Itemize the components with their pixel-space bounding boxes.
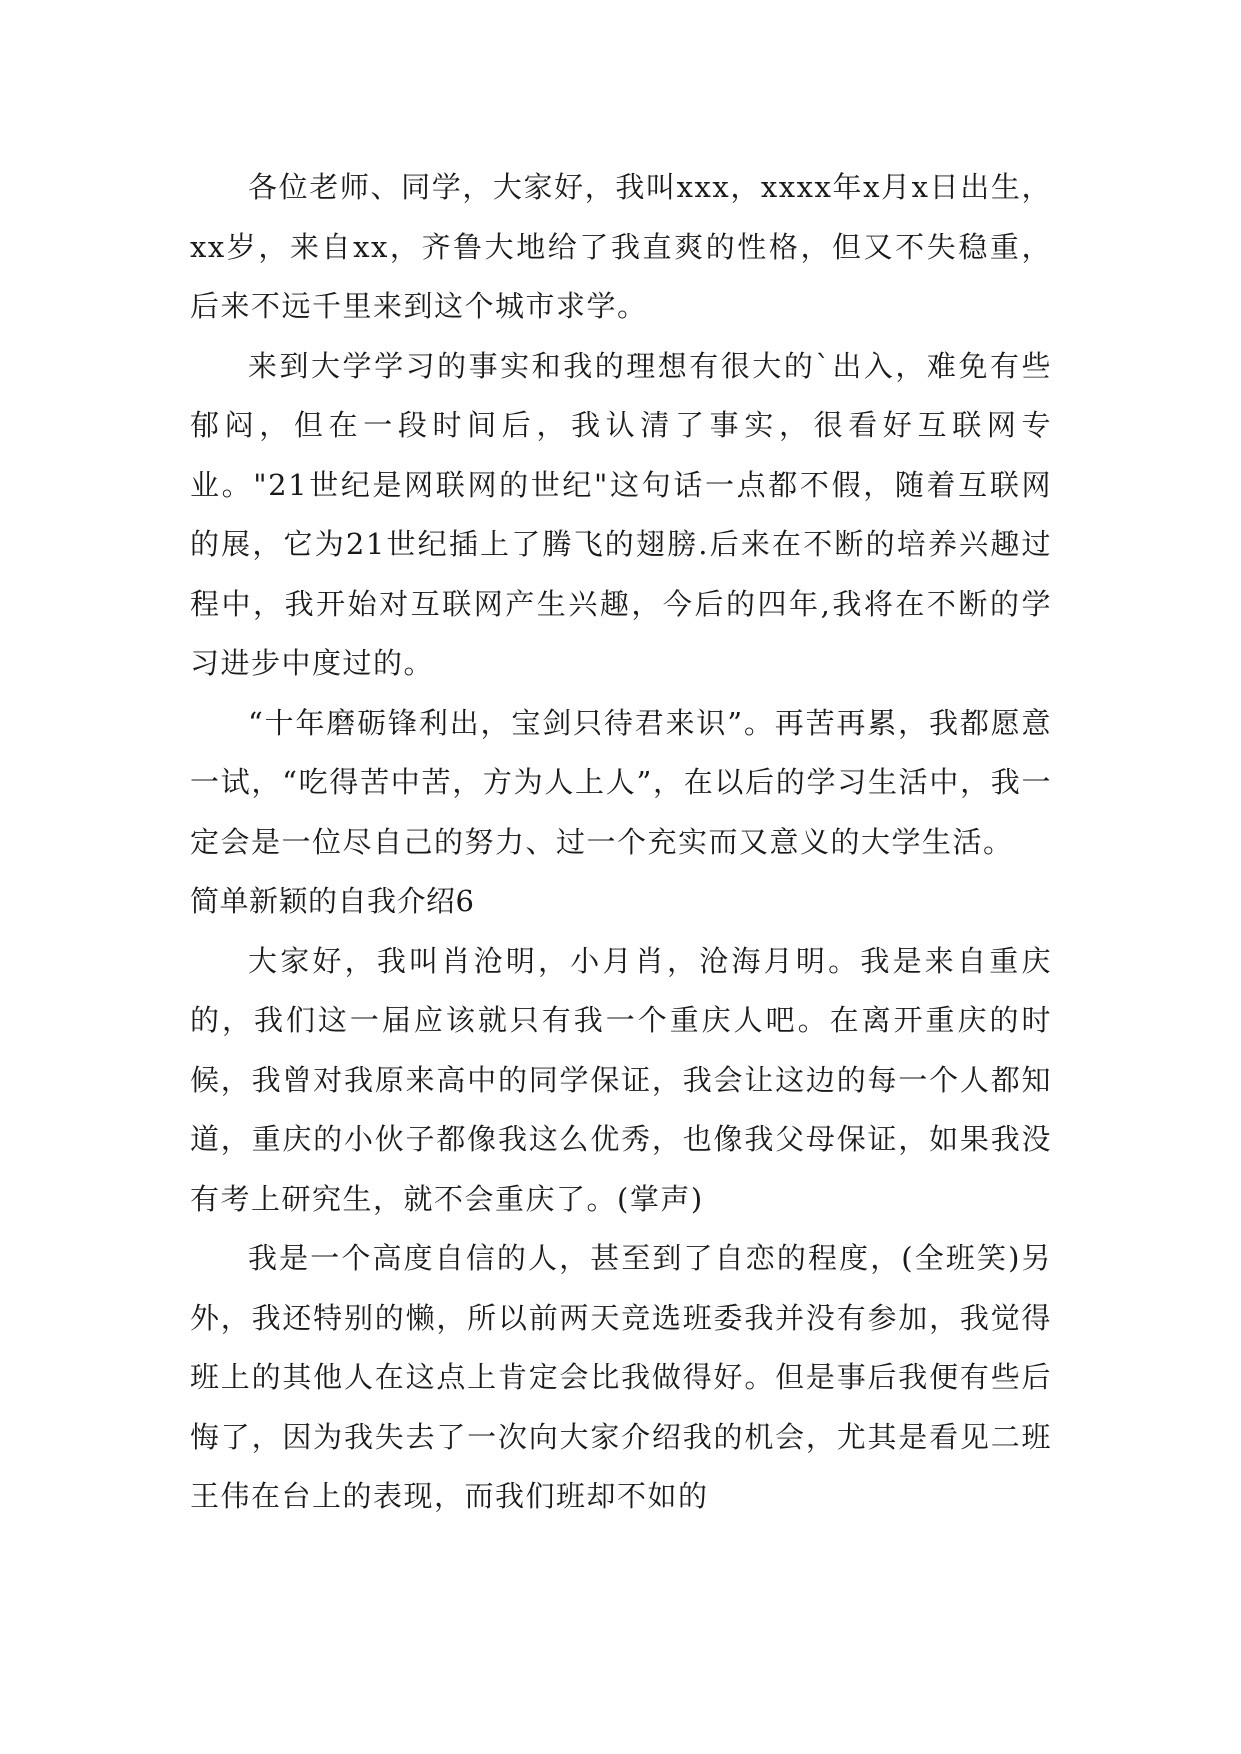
paragraph-self-intro: 大家好，我叫肖沧明，小月肖，沧海月明。我是来自重庆的，我们这一届应该就只有我一个重庆人吧。在离开重庆的时候，我曾对我原来高中的同学保证，我会让这边的每一个人都知道，重庆的小伙子都像我这么优秀，也像我父母保证，如果我没有考上研究生，就不会重庆了。(掌声) [190,943,1052,1216]
paragraph-confidence: 我是一个高度自信的人，甚至到了自恋的程度，(全班笑)另外，我还特别的懒，所以前两天竞选班委我并没有参加，我觉得班上的其他人在这点上肯定会比我做得好。但是事后我便有些后悔了，因为我失去了一次向大家介绍我的机会，尤其是看见二班王伟在台上的表现，而我们班却不如的 [190,1241,1052,1513]
paragraph-motto: “十年磨砺锋利出，宝剑只待君来识”。再苦再累，我都愿意一试，“吃得苦中苦，方为人上人”，在以后的学习生活中，我一定会是一位尽自己的努力、过一个充实而又意义的大学生活。 [190,705,1052,859]
paragraph-university: 来到大学学习的事实和我的理想有很大的`出入，难免有些郁闷，但在一段时间后，我认清了事实，很看好互联网专业。"21世纪是网联网的世纪"这句话一点都不假，随着互联网的展，它为21世纪插上了腾飞的翅膀.后来在不断的培养兴趣过程中，我开始对互联网产生兴趣，今后的四年,我将在不断的学习进步中度过的。 [190,348,1052,680]
document-body [190,158,1052,1527]
section-heading: 简单新颖的自我介绍6 [190,884,475,918]
paragraph-intro: 各位老师、同学，大家好，我叫xxx，xxxx年x月x日出生，xx岁，来自xx，齐鲁大地给了我直爽的性格，但又不失稳重，后来不远千里来到这个城市求学。 [190,170,1052,323]
